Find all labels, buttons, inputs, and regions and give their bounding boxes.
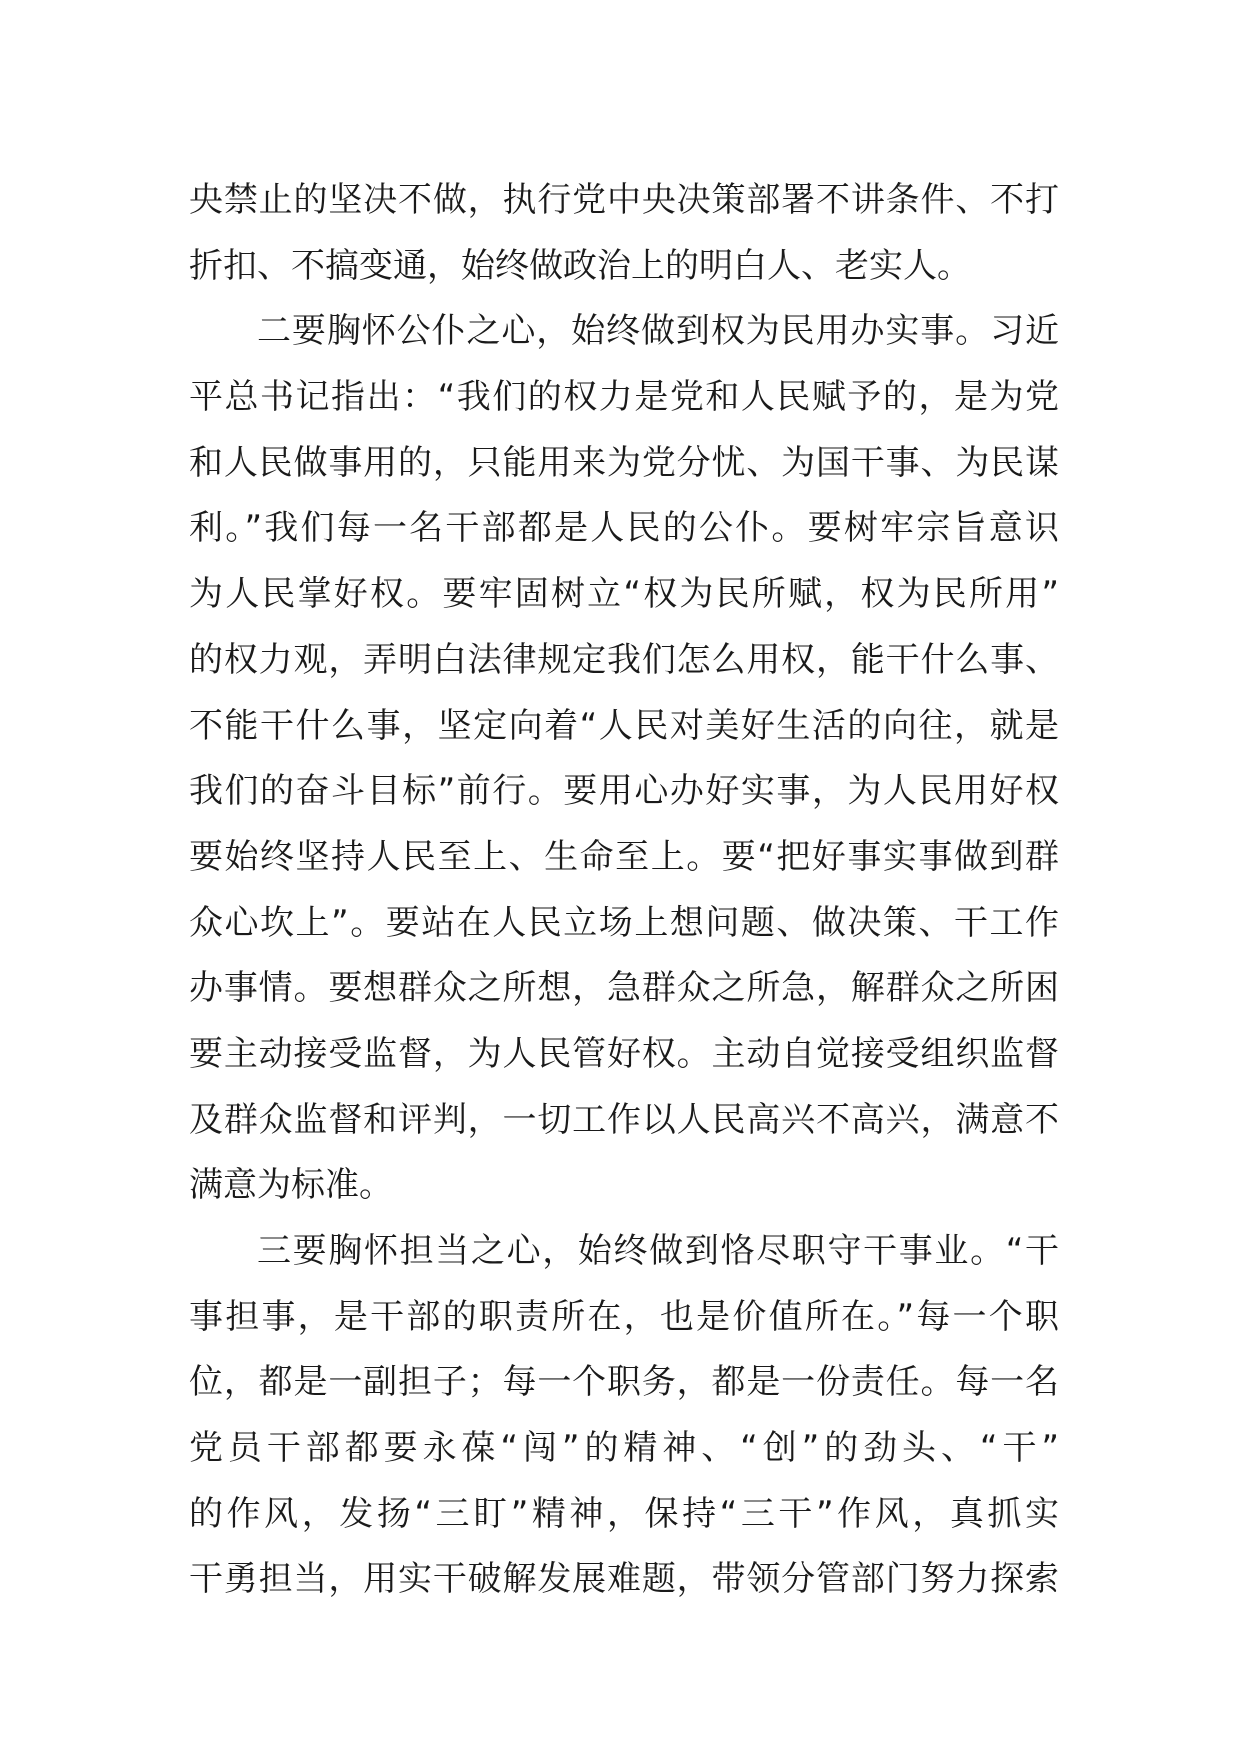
text-line: 位，都是一副担子；每一个职务，都是一份责任。每一名 (189, 1362, 1059, 1403)
text-line: 及群众监督和评判，一切工作以人民高兴不高兴，满意不 (189, 1099, 1059, 1140)
text-line: 的权力观，弄明白法律规定我们怎么用权，能干什么事、 (189, 639, 1059, 680)
text-line: 为人民掌好权。要牢固树立“权为民所赋，权为民所用” (189, 574, 1059, 615)
text-line: 利。”我们每一名干部都是人民的公仆。要树牢宗旨意识 (189, 508, 1059, 549)
text-line: 干勇担当，用实干破解发展难题，带领分管部门努力探索 (189, 1559, 1059, 1600)
paragraph-first-line: 二要胸怀公仆之心，始终做到权为民用办实事。习近 (257, 311, 1059, 352)
text-line: 要始终坚持人民至上、生命至上。要“把好事实事做到群 (189, 836, 1059, 877)
text-line: 我们的奋斗目标”前行。要用心办好实事，为人民用好权 (189, 771, 1059, 812)
text-line: 平总书记指出：“我们的权力是党和人民赋予的，是为党 (189, 377, 1059, 418)
text-line: 央禁止的坚决不做，执行党中央决策部署不讲条件、不打 (189, 180, 1059, 220)
text-line: 办事情。要想群众之所想，急群众之所急，解群众之所困 (189, 968, 1059, 1009)
text-line: 满意为标准。 (189, 1165, 393, 1206)
text-line: 要主动接受监督，为人民管好权。主动自觉接受组织监督 (189, 1033, 1059, 1074)
text-line: 的作风，发扬“三盯”精神，保持“三干”作风，真抓实 (189, 1493, 1059, 1534)
text-line: 事担事，是干部的职责所在，也是价值所在。”每一个职 (189, 1296, 1059, 1337)
text-line: 党员干部都要永葆“闯”的精神、“创”的劲头、“干” (189, 1428, 1059, 1469)
text-line: 和人民做事用的，只能用来为党分忧、为国干事、为民谋 (189, 442, 1059, 483)
document-page (189, 168, 1059, 1613)
text-line: 众心坎上”。要站在人民立场上想问题、做决策、干工作 (189, 902, 1059, 943)
text-line: 不能干什么事，坚定向着“人民对美好生活的向往，就是 (189, 705, 1059, 746)
paragraph-first-line: 三要胸怀担当之心，始终做到恪尽职守干事业。“干 (257, 1231, 1059, 1271)
text-line: 折扣、不搞变通，始终做政治上的明白人、老实人。 (189, 245, 971, 286)
